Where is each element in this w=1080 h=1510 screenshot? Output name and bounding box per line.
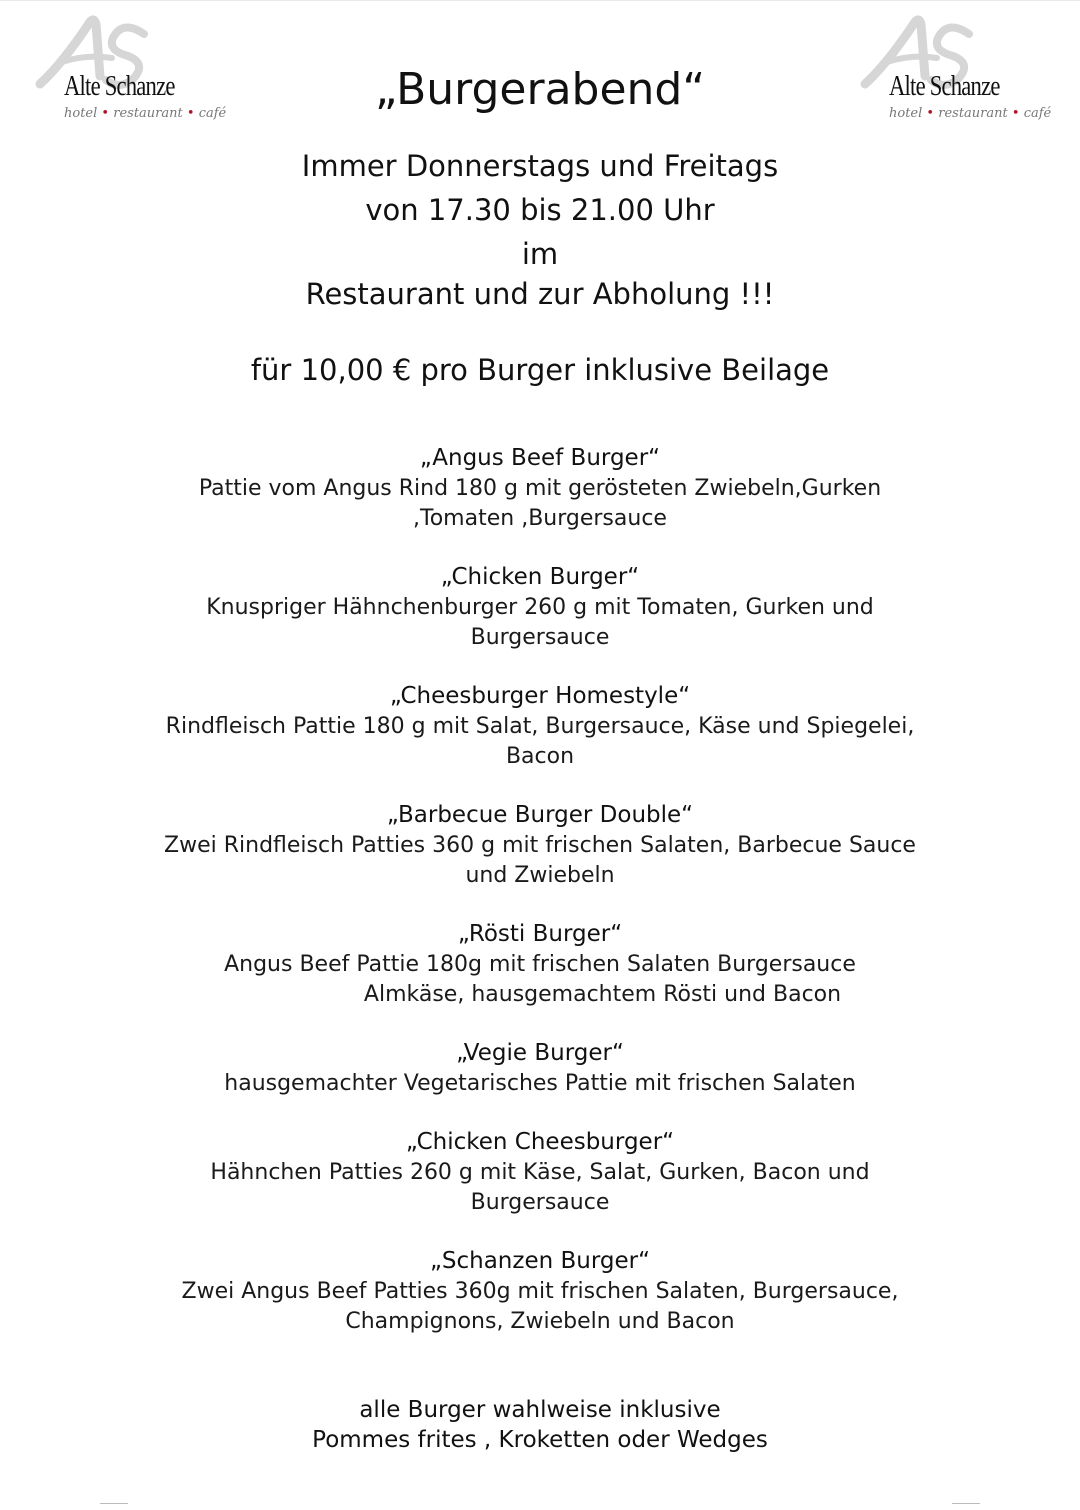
side-dish-options: Pommes frites , Kroketten oder Wedges xyxy=(312,1427,768,1453)
schedule-in: im xyxy=(521,237,559,271)
menu-item-name: „Rösti Burger“ xyxy=(457,921,623,947)
page-title: „Burgerabend“ xyxy=(374,64,706,115)
menu-item-description: Rindfleisch Pattie 180 g mit Salat, Burgersauce, Käse und Spiegelei, Bacon xyxy=(165,714,915,769)
menu-item-description: Angus Beef Pattie 180g mit frischen Salaten Burgersauce Almkäse, hausgemachtem Rösti und Bacon xyxy=(224,952,856,1007)
logo-brand-name: Alte Schanze xyxy=(64,70,175,102)
menu-item-description: hausgemachter Vegetarisches Pattie mit frischen Salaten xyxy=(224,1071,856,1096)
price-line: für 10,00 € pro Burger inklusive Beilage xyxy=(250,353,830,387)
logo-tagline: hotel • restaurant • café xyxy=(889,106,1052,121)
menu-item-name: „Angus Beef Burger“ xyxy=(419,445,661,471)
menu-item-description: Zwei Angus Beef Patties 360g mit frischen Salaten, Burgersauce, Champignons, Zwiebeln und Bacon xyxy=(181,1279,899,1334)
schedule-time: von 17.30 bis 21.00 Uhr xyxy=(365,193,715,227)
schedule-location: Restaurant und zur Abholung !!! xyxy=(305,277,775,311)
crop-mark xyxy=(952,1503,980,1504)
logo-brand-name: Alte Schanze xyxy=(889,70,1000,102)
logo-tagline: hotel • restaurant • café xyxy=(64,106,227,121)
page-top-border xyxy=(0,0,1080,1)
menu-item-name: „Chicken Cheesburger“ xyxy=(405,1129,675,1155)
menu-item-name: „Chicken Burger“ xyxy=(440,564,640,590)
menu-item-name: „Schanzen Burger“ xyxy=(429,1248,651,1274)
menu-item-description: Knuspriger Hähnchenburger 260 g mit Tomaten, Gurken und Burgersauce xyxy=(206,595,874,650)
side-dish-note: alle Burger wahlweise inklusive xyxy=(359,1397,721,1423)
menu-item-name: „Cheesburger Homestyle“ xyxy=(389,683,691,709)
menu-item-description: Hähnchen Patties 260 g mit Käse, Salat, Gurken, Bacon und Burgersauce xyxy=(210,1160,870,1215)
menu-item-name: „Vegie Burger“ xyxy=(456,1040,624,1066)
menu-item-name: „Barbecue Burger Double“ xyxy=(386,802,694,828)
schedule-days: Immer Donnerstags und Freitags xyxy=(301,149,779,183)
menu-item-description: Pattie vom Angus Rind 180 g mit gerösteten Zwiebeln,Gurken ,Tomaten ,Burgersauce xyxy=(198,476,882,531)
crop-mark xyxy=(100,1503,128,1504)
menu-item-description: Zwei Rindfleisch Patties 360 g mit frischen Salaten, Barbecue Sauce und Zwiebeln xyxy=(164,833,916,888)
